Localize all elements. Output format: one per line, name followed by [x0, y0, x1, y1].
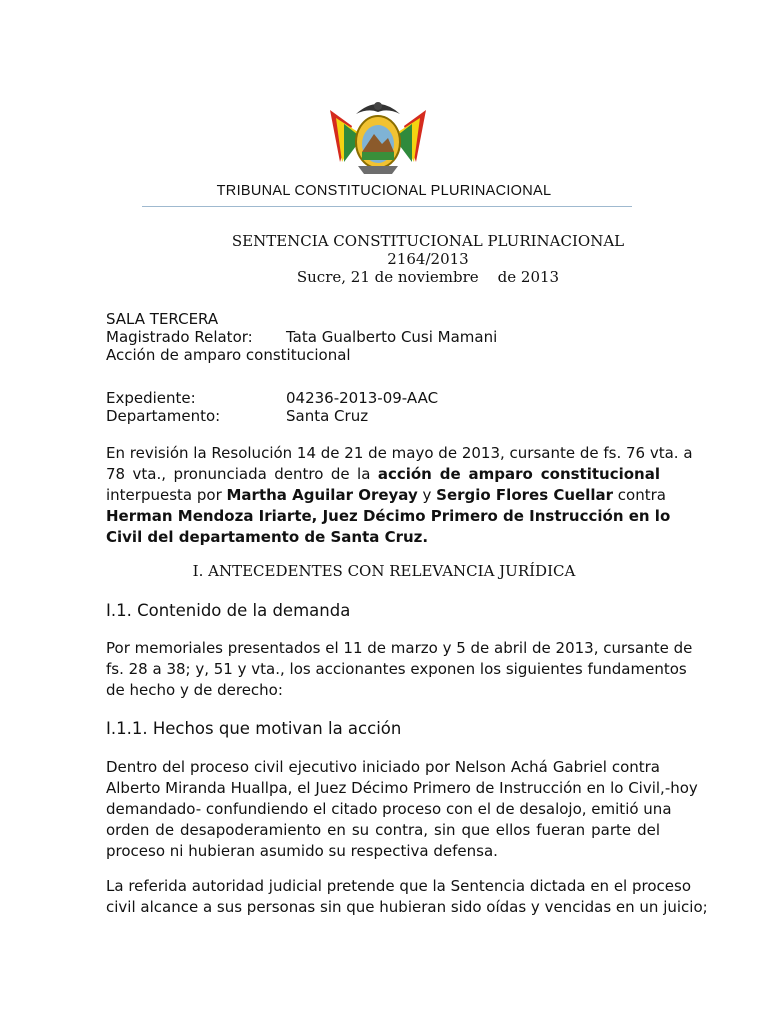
revision-line — [106, 464, 660, 485]
expediente-label: Expediente: — [106, 389, 196, 407]
paragraph-line: de hecho y de derecho: — [106, 681, 283, 699]
expediente-value: 04236-2013-09-AAC — [286, 389, 439, 407]
facts-paragraph — [106, 757, 698, 862]
revision-line — [106, 485, 666, 506]
sentence-number: 2164/2013 — [387, 250, 469, 268]
paragraph-line: Por memoriales presentados el 11 de marzo y 5 de abril de 2013, cursante de — [106, 639, 693, 657]
sentence-title — [168, 232, 688, 286]
departamento-label: Departamento: — [106, 407, 221, 425]
revision-line: En revisión la Resolución 14 de 21 de mayo de 2013, cursante de fs. 76 vta. a — [106, 444, 693, 462]
case-meta — [106, 310, 497, 364]
subsection-heading: I.1.1. Hechos que motivan la acción — [106, 719, 402, 738]
paragraph-line: demandado- confundiendo el citado proceso con el de desalojo, emitió una — [106, 800, 672, 818]
paragraph-line: La referida autoridad judicial pretende que la Sentencia dictada en el proceso — [106, 877, 691, 895]
facts-paragraph-2 — [106, 876, 708, 918]
bolivia-coat-of-arms-icon — [322, 92, 434, 180]
demand-paragraph — [106, 638, 693, 701]
court-name: TRIBUNAL CONSTITUCIONAL PLURINACIONAL — [216, 183, 552, 199]
revision-line: Civil del departamento de Santa Cruz. — [106, 528, 429, 546]
sentence-title-line1: SENTENCIA CONSTITUCIONAL PLURINACIONAL — [231, 232, 625, 250]
bold-run: Sergio Flores Cuellar — [436, 486, 614, 504]
sala: SALA TERCERA — [106, 310, 219, 328]
paragraph-line: civil alcance a sus personas sin que hubieran sido oídas y vencidas en un juicio; — [106, 898, 708, 916]
subsection-heading: I.1. Contenido de la demanda — [106, 601, 351, 620]
accion-type: Acción de amparo constitucional — [106, 346, 351, 364]
sentence-date: Sucre, 21 de noviembre de 2013 — [296, 268, 560, 286]
header-divider — [142, 206, 632, 207]
text-run: 78 vta., pronunciada dentro de la — [106, 465, 378, 483]
paragraph-line: proceso ni hubieran asumido su respectiva defensa. — [106, 842, 498, 860]
revision-line: Herman Mendoza Iriarte, Juez Décimo Primero de Instrucción en lo — [106, 507, 671, 525]
revision-paragraph — [106, 443, 693, 548]
magistrado-label: Magistrado Relator: — [106, 328, 253, 346]
magistrado-value: Tata Gualberto Cusi Mamani — [286, 328, 498, 346]
bold-run: acción de amparo constitucional — [377, 465, 660, 483]
paragraph-line: fs. 28 a 38; y, 51 y vta., los accionantes exponen los siguientes fundamentos — [106, 660, 687, 678]
paragraph-line: Dentro del proceso civil ejecutivo iniciado por Nelson Achá Gabriel contra — [106, 758, 660, 776]
case-file-meta — [106, 389, 438, 425]
bold-run: Martha Aguilar Oreyay — [226, 486, 418, 504]
section-heading: I. ANTECEDENTES CON RELEVANCIA JURÍDICA — [192, 562, 576, 580]
text-run: contra — [613, 486, 666, 504]
departamento-value: Santa Cruz — [286, 407, 369, 425]
text-run: interpuesta por — [106, 486, 227, 504]
text-run: y — [417, 486, 437, 504]
paragraph-line: orden de desapoderamiento en su contra, sin que ellos fueran parte del — [106, 821, 660, 839]
paragraph-line: Alberto Miranda Huallpa, el Juez Décimo Primero de Instrucción en lo Civil,-hoy — [106, 779, 698, 797]
